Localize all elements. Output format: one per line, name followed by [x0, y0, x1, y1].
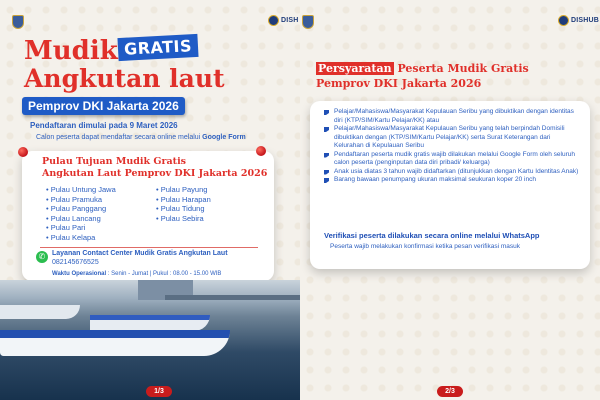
island-item: • Pulau Payung: [156, 185, 211, 195]
whatsapp-icon: ✆: [36, 251, 48, 263]
requirements-card: [310, 101, 590, 269]
contact-phone[interactable]: 082145676525: [52, 259, 99, 266]
requirement-item: Pelajar/Mahasiswa/Masyarakat Kepulauan Seribu yang telah berpindah Domisili dibuktikan dengan (KTP/SIM/Kartu Pelajar/KK) serta Surat Keterangan dari Kelurahan di Kepulauan Seribu: [324, 125, 580, 151]
slide-2: [300, 0, 600, 400]
pemprov-pill: Pemprov DKI Jakarta 2026: [22, 97, 185, 115]
requirements-list: [324, 108, 580, 185]
requirement-item: Anak usia diatas 3 tahun wajib didaftarkan (ditunjukkan dengan Kartu Identitas Anak): [324, 168, 580, 177]
divider: [40, 247, 258, 248]
island-item: • Pulau Untung Jawa: [46, 185, 116, 195]
title-mudik: Mudik: [24, 36, 118, 66]
title-angkutan-laut: Angkutan laut: [24, 64, 225, 93]
island-item: • Pulau Panggang: [46, 204, 116, 214]
requirements-title: Persyaratan Peserta Mudik Gratis Pemprov DKI Jakarta 2026: [316, 62, 529, 91]
destinations-title: Pulau Tujuan Mudik Gratis Angkutan Laut Pemprov DKI Jakarta 2026: [42, 156, 268, 180]
island-item: • Pulau Sebira: [156, 214, 211, 224]
island-item: • Pulau Kelapa: [46, 233, 116, 243]
island-item: • Pulau Tidung: [156, 204, 211, 214]
operational-hours: Waktu Operasional : Senin - Jumat | Pukul : 08.00 - 15.00 WIB: [52, 271, 222, 277]
dishub-logo: DISHUB: [558, 15, 599, 26]
page-indicator: 2/3: [437, 386, 463, 397]
dki-emblem-icon: [302, 15, 314, 29]
island-item: • Pulau Lancang: [46, 214, 116, 224]
contact-center-title: Layanan Contact Center Mudik Gratis Angkutan Laut: [52, 250, 228, 257]
harbor-photo: [0, 280, 300, 400]
requirement-item: Pendaftaran peserta mudik gratis wajib dilakukan melalui Google Form oleh seluruh calon peserta (penginputan data diri pribadi/ keluarga): [324, 151, 580, 168]
requirement-item: Barang bawaan penumpang ukuran maksimal seukuran koper 20 inch: [324, 176, 580, 185]
island-list-col1: [46, 185, 116, 243]
pushpin-icon: [256, 146, 266, 156]
dki-emblem-icon: [12, 15, 24, 29]
island-item: • Pulau Pramuka: [46, 195, 116, 205]
island-list-col2: [156, 185, 211, 223]
registration-sub: Calon peserta dapat mendaftar secara online melalui Google Form: [36, 134, 246, 141]
dishub-globe-icon: [268, 15, 279, 26]
dishub-globe-icon: [558, 15, 569, 26]
pushpin-icon: [18, 147, 28, 157]
page-indicator: 1/3: [146, 386, 172, 397]
requirement-item: Pelajar/Mahasiswa/Masyarakat Kepulauan Seribu yang dibuktikan dengan identitas diri (KTP/SIM/Kartu Pelajar/KK) atau: [324, 108, 580, 125]
registration-date: Pendaftaran dimulai pada 9 Maret 2026: [30, 121, 178, 130]
dishub-logo: DISH: [268, 15, 299, 26]
destinations-card: [22, 151, 274, 281]
island-item: • Pulau Pari: [46, 223, 116, 233]
verification-sub: Peserta wajib melakukan konfirmasi ketika pesan verifikasi masuk: [330, 243, 521, 250]
gratis-tag: GRATIS: [117, 34, 198, 61]
verification-title: Verifikasi peserta dilakukan secara online melalui WhatsApp: [324, 231, 540, 240]
island-item: • Pulau Harapan: [156, 195, 211, 205]
